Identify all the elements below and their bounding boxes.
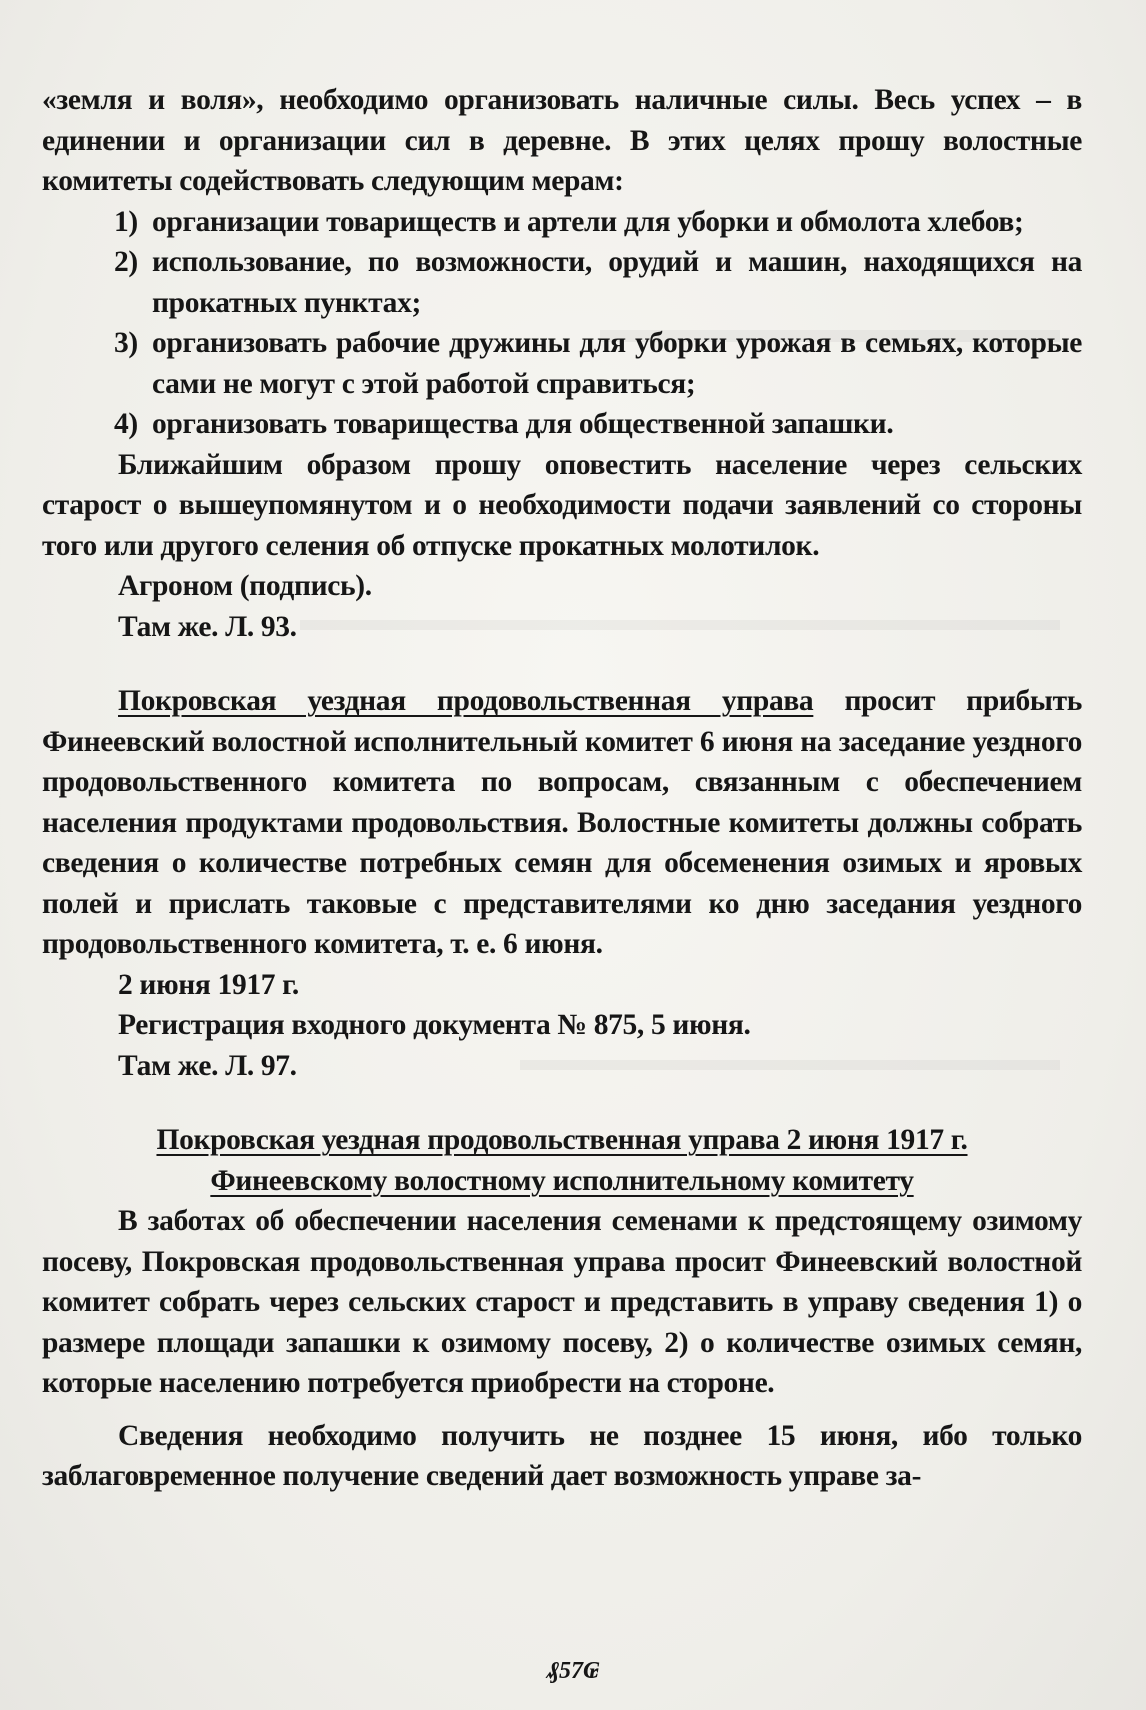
page-text	[42, 80, 1082, 1497]
document-2-body: просит прибыть Финеевский волостной исполнительный комитет 6 июня на заседание уездного продовольственного комитета по вопросам, связанным с обеспечением населения продуктами продовольствия. Волостные комитеты должны собрать сведения о количестве потребных семян для обсеменения озимых и яровых полей и прислать таковые с представителями ко дню заседания уездного продовольственного комитета, т. е. 6 июня.	[42, 685, 1083, 960]
measure-number: 2)	[114, 246, 138, 278]
archive-reference: Там же. Л. 93.	[118, 610, 297, 643]
measure-item	[42, 242, 1082, 323]
measure-item	[42, 323, 1082, 404]
document-3-sender-text: Покровская уездная продовольственная управа 2 июня 1917 г.	[156, 1124, 968, 1156]
document-2-date: 2 июня 1917 г.	[118, 968, 299, 1001]
intro-paragraph: «земля и воля», необходимо организовать наличные силы. Весь успех – в единении и организации сил в деревне. В этих целях прошу волостные комитеты содействовать следующим мерам:	[42, 84, 1082, 197]
measure-number: 4)	[114, 408, 138, 440]
registration-note: Регистрация входного документа № 875, 5 июня.	[118, 1009, 751, 1041]
document-3-addressee-text: Финеевскому волостному исполнительному комитету	[210, 1164, 914, 1197]
document-3-paragraph: Сведения необходимо получить не позднее 15 июня, ибо только заблаговременное получение сведений дает возможность управе за-	[42, 1419, 1082, 1492]
spacer	[42, 647, 1082, 681]
document-3-sender	[42, 1120, 1082, 1161]
page-number: ₰57₢	[546, 1658, 599, 1684]
measure-number: 3)	[114, 327, 138, 359]
measure-text: организации товариществ и артели для уборки и обмолота хлебов;	[152, 205, 1024, 238]
document-3-paragraph: В заботах об обеспечении населения семенами к предстоящему озимому посеву, Покровская продовольственная управа просит Финеевский волостной комитет собрать через сельских старост и представить в управу сведения 1) о размере площади запашки к озимому посеву, 2) о количестве озимых семян, которые населению потребуется приобрести на стороне.	[42, 1205, 1082, 1399]
request-paragraph: Ближайшим образом прошу оповестить население через сельских старост о вышеупомянутом и о необходимости подачи заявлений со стороны того или другого селения об отпуске прокатных молотилок.	[42, 448, 1082, 562]
measure-text: использование, по возможности, орудий и машин, находящихся на прокатных пунктах;	[152, 246, 1082, 319]
document-2-heading: Покровская уездная продовольственная управа	[118, 685, 814, 717]
measure-item	[42, 202, 1082, 243]
measure-text: организовать товарищества для общественной запашки.	[152, 408, 894, 440]
spacer	[42, 1086, 1082, 1120]
measure-number: 1)	[114, 205, 138, 238]
measure-text: организовать рабочие дружины для уборки урожая в семьях, которые сами не могут с этой работой справиться;	[152, 327, 1082, 400]
measure-item	[42, 404, 1082, 445]
document-3-addressee	[42, 1161, 1082, 1202]
document-2-paragraph	[42, 681, 1082, 965]
signature: Агроном (подпись).	[118, 570, 372, 602]
spacer	[42, 1404, 1082, 1416]
archive-reference: Там же. Л. 97.	[118, 1049, 297, 1082]
